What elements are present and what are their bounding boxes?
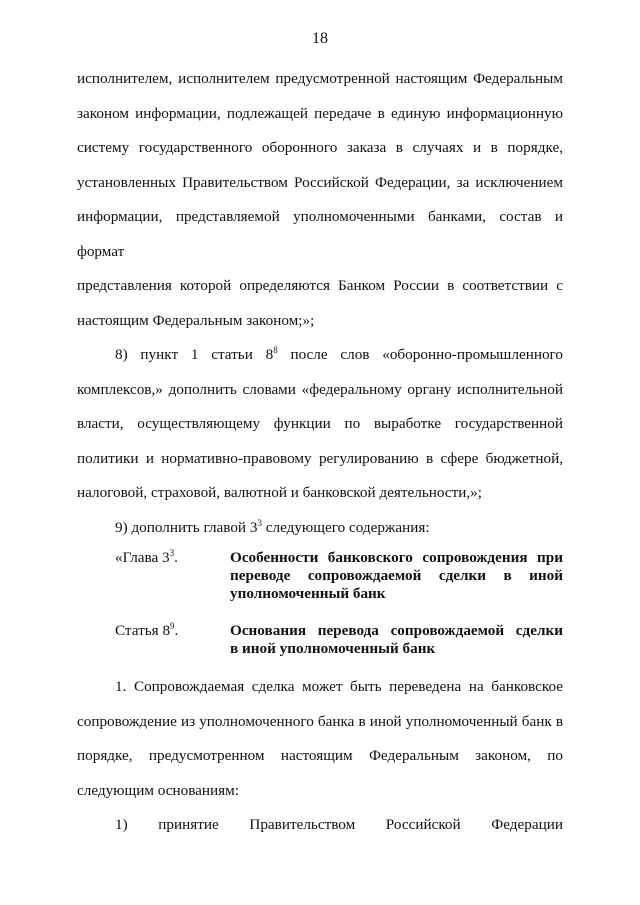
paragraph-continuation [77,62,563,338]
chapter-heading [77,549,563,603]
text-line: сопровождение из уполномоченного банка в иной уполномоченный банк в [77,712,563,730]
text-line: политики и нормативно-правовому регулированию в сфере бюджетной, [77,449,563,467]
text-line: законом информации, подлежащей передаче в единую информационную [77,104,563,122]
page-number: 18 [312,30,328,47]
text-line: 1) принятие Правительством Российской Федерации [115,816,563,833]
text-line: 1. Сопровождаемая сделка может быть переведена на банковское [115,678,563,695]
text-line: систему государственного оборонного заказа в случаях и в порядке, [77,139,563,156]
text-line: настоящим Федеральным законом;»; [77,311,315,329]
text-line: комплексов,» дополнить словами «федеральному органу исполнительной [77,380,563,398]
superscript: 3 [257,517,262,528]
chapter-label: «Глава $3^3$. [115,548,178,566]
article-label: Статья $8^9$. [115,621,179,639]
title-line: в иной уполномоченный банк [230,640,436,657]
title-line: Основания перевода сопровождаемой сделки [230,622,563,639]
text-line: исполнителем, исполнителем предусмотренной настоящим Федеральным [77,70,563,87]
chapter-title [230,549,563,603]
title-line: Особенности банковского сопровождения при [230,549,563,566]
text-line: порядке, предусмотренном настоящим Федеральным законом, по [77,747,563,764]
paragraph-clause-1 [77,670,563,808]
article-title [230,622,563,658]
superscript: 9 [170,621,175,631]
item-8-text-a: 8) пункт 1 статьи 8 [115,346,274,363]
text-line: представления которой определяются Банком России в соответствии с [77,277,563,294]
title-line: уполномоченный банк [230,585,386,602]
superscript: 3 [169,548,175,558]
item-9-text-b: следующего содержания: [261,518,430,536]
text-line: власти, осуществляющему функции по выработке государственной [77,415,563,432]
text-line: установленных Правительством Российской Федерации, за исключением [77,173,563,191]
item-9-text-a: 9) дополнить главой 3 [115,518,258,536]
title-line: переводе сопровождаемой сделки в иной [230,567,563,584]
paragraph-subclause-1 [77,808,563,843]
paragraph-item-8 [77,338,563,511]
paragraph-item-9 [77,511,563,546]
document-body [77,62,563,843]
text-line [77,338,563,373]
superscript: 8 [273,345,278,355]
text-line: следующим основаниям: [77,781,239,799]
item-8-text-b: после слов «оборонно-промышленного [277,346,563,363]
article-heading [77,622,563,658]
text-line: налоговой, страховой, валютной и банковской деятельности,»; [77,484,482,501]
text-line: информации, представляемой уполномоченными банками, состав и формат [77,208,563,260]
